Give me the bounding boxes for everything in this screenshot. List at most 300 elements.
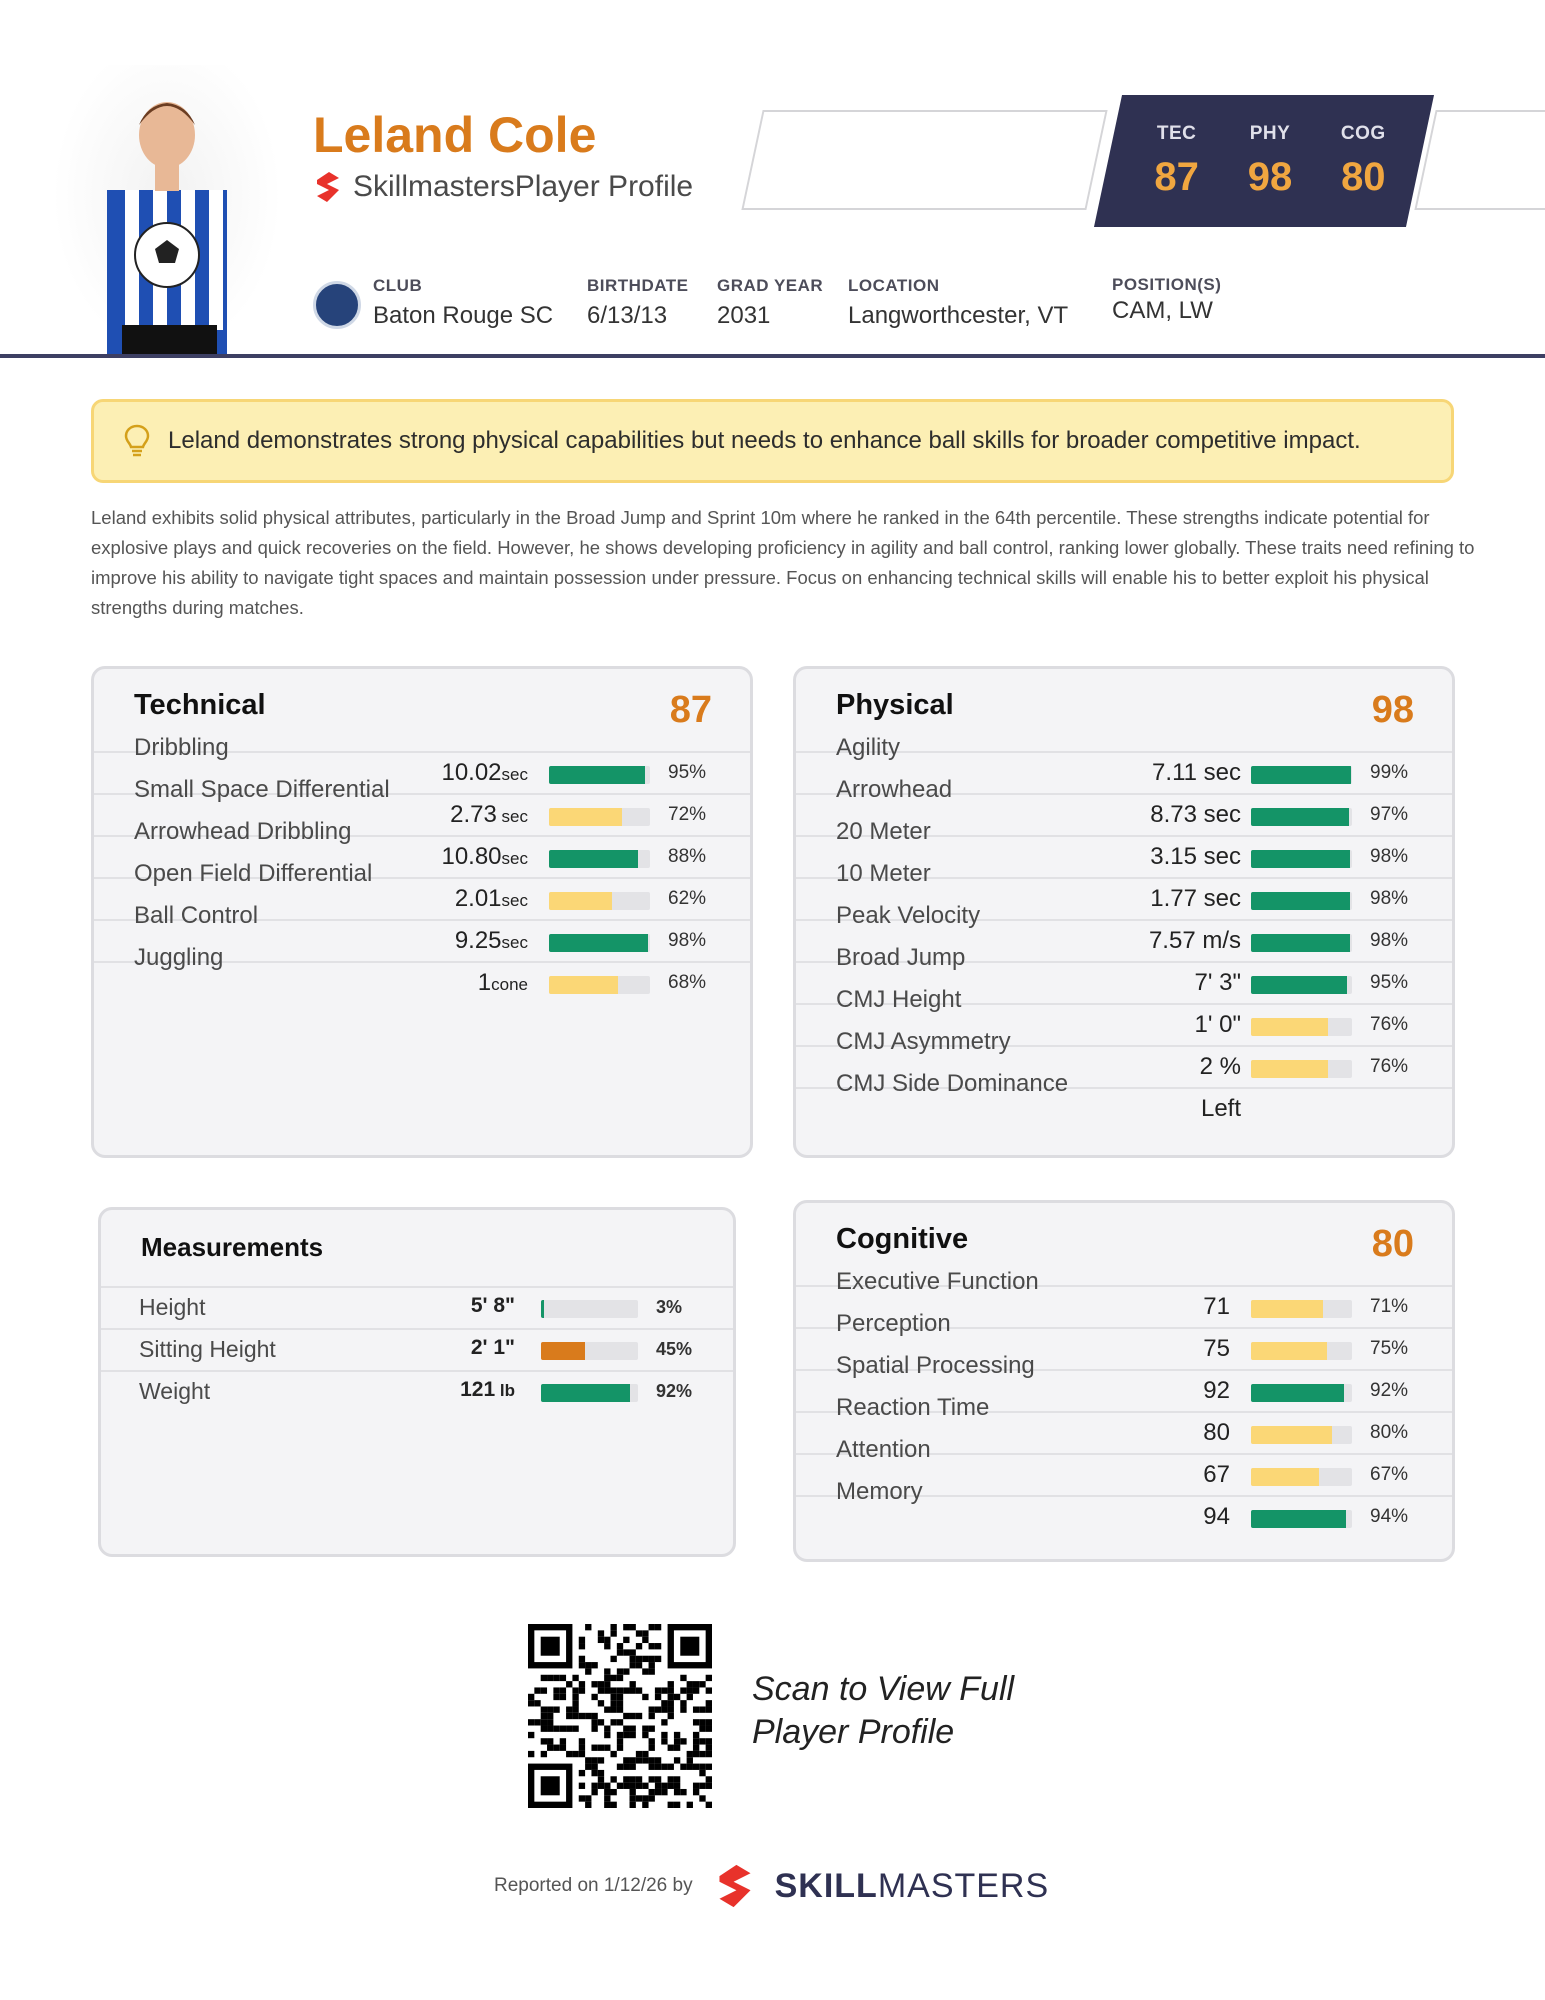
qr-module [699,1706,705,1712]
percentile-bar [1251,934,1352,952]
qr-module [636,1662,642,1668]
percentile-bar-fill [549,808,622,826]
qr-module [649,1668,655,1674]
qr-module [636,1776,642,1782]
metric-unit: sec [501,765,528,784]
score-cog [1328,123,1398,200]
qr-module [604,1802,610,1808]
qr-caption [752,1668,1014,1754]
metric-value [441,759,528,787]
qr-module [604,1789,610,1795]
percentile-bar-fill [1251,1510,1346,1528]
metric-name: 10 Meter [836,860,931,887]
decorative-panel-right [1414,110,1545,210]
qr-module [630,1764,636,1770]
metric-name: 20 Meter [836,818,931,845]
qr-module [649,1726,655,1732]
metric-unit: cone [491,975,528,994]
percentile-label: 94% [1370,1506,1409,1527]
card-score: 80 [1371,1223,1414,1265]
qr-module [591,1770,597,1776]
qr-module [706,1764,712,1770]
qr-module [706,1751,712,1757]
qr-module [706,1802,712,1808]
qr-module [699,1751,705,1757]
player-name: Leland Cole [313,107,597,163]
brand-rest: MASTERS [877,1866,1050,1905]
lightbulb-icon [122,423,152,459]
metric-number: 10.80 [441,843,502,870]
qr-module [706,1719,712,1725]
metric-unit: sec [496,807,528,826]
metric-value [1203,1419,1230,1447]
qr-module [674,1694,680,1700]
qr-module [610,1694,616,1700]
qr-module [585,1764,591,1770]
metric-name: CMJ Asymmetry [836,1028,1011,1055]
metric-name: Ball Control [134,902,259,929]
qr-module [630,1649,636,1655]
qr-module [604,1783,610,1789]
qr-module [566,1713,572,1719]
qr-module [547,1745,553,1751]
qr-module [579,1656,585,1662]
qr-module [642,1732,648,1738]
percentile-label: 72% [668,804,707,825]
qr-module [598,1700,604,1706]
qr-module [547,1738,553,1744]
percentile-bar [1251,808,1352,826]
qr-module [668,1681,674,1687]
percentile-bar [1251,1468,1352,1486]
qr-module [585,1662,591,1668]
percentile-bar [1251,1342,1352,1360]
qr-module [649,1764,655,1770]
qr-module [617,1706,623,1712]
qr-module [655,1764,661,1770]
percentile-bar [541,1384,638,1402]
qr-module [630,1789,636,1795]
percentile-bar-fill [1251,892,1350,910]
qr-module [699,1764,705,1770]
qr-module [579,1643,585,1649]
player-photo [52,65,282,355]
qr-module [693,1764,699,1770]
metric-number: 2.73 [450,801,497,828]
qr-module [649,1713,655,1719]
metric-number: 121 [460,1378,496,1401]
metric-unit: lb [495,1381,515,1400]
metric-value [450,801,528,829]
qr-module [528,1719,534,1725]
qr-module [560,1694,566,1700]
qr-module [636,1643,642,1649]
insight-callout [91,399,1454,483]
qr-module [534,1700,540,1706]
qr-module [604,1687,610,1693]
qr-module [604,1675,610,1681]
metric-value [1150,801,1241,829]
qr-module [617,1694,623,1700]
metric-number: 1 [477,969,492,996]
qr-module [655,1706,661,1712]
metric-name: Agility [836,734,901,761]
percentile-label: 80% [1370,1422,1409,1443]
percentile-bar [549,808,650,826]
metric-name: Arrowhead [836,776,953,803]
qr-module [661,1738,667,1744]
qr-module [623,1764,629,1770]
qr-module [553,1745,559,1751]
qr-module [680,1738,686,1744]
cognitive-card [793,1200,1455,1562]
percentile-bar [549,934,650,952]
percentile-bar [1251,976,1352,994]
qr-module [661,1700,667,1706]
brand-wordmark [775,1867,1050,1906]
qr-module [693,1706,699,1712]
qr-module [636,1783,642,1789]
metric-value [460,1378,515,1402]
score-value: 98 [1247,154,1293,199]
metric-value [1195,1011,1241,1039]
metric-name: CMJ Side Dominance [836,1070,1069,1097]
profile-subtitle [313,170,693,204]
percentile-bar [1251,1018,1352,1036]
info-positions [1112,275,1221,325]
percentile-label: 3% [656,1297,683,1317]
metric-value [471,1336,515,1360]
qr-module [598,1783,604,1789]
qr-module [541,1719,547,1725]
qr-module [541,1751,547,1757]
qr-module [630,1624,636,1630]
qr-module [687,1764,693,1770]
metric-value [455,885,528,913]
qr-module [668,1783,674,1789]
percentile-label: 98% [1370,846,1409,867]
qr-module [623,1783,629,1789]
metric-value [1203,1461,1230,1489]
metric-number: 3.15 sec [1150,843,1241,870]
qr-module [674,1732,680,1738]
info-label: GRAD YEAR [717,276,824,295]
qr-module [668,1687,674,1693]
metric-number: 2' 1" [470,1336,515,1359]
qr-module [585,1624,591,1630]
qr-module [534,1719,540,1725]
qr-module [693,1783,699,1789]
percentile-label: 62% [668,888,707,909]
qr-module [579,1681,585,1687]
qr-module [661,1687,667,1693]
qr-module [661,1732,667,1738]
qr-module [560,1745,566,1751]
qr-module [553,1687,559,1693]
qr-module [604,1668,610,1674]
percentile-bar-fill [1251,850,1350,868]
qr-module [636,1713,642,1719]
qr-module [598,1630,604,1636]
qr-module [706,1675,712,1681]
qr-module [579,1795,585,1801]
qr-module [642,1630,648,1636]
qr-module [617,1732,623,1738]
percentile-bar-fill [1251,1060,1328,1078]
metric-name: Spatial Processing [836,1352,1035,1379]
qr-module [649,1706,655,1712]
qr-module [566,1726,572,1732]
qr-module [655,1656,661,1662]
qr-module [591,1681,597,1687]
metric-value [478,969,528,997]
qr-module [585,1802,591,1808]
percentile-label: 71% [1370,1296,1409,1317]
qr-module [604,1643,610,1649]
qr-module [668,1706,674,1712]
qr-module [579,1713,585,1719]
qr-module [598,1770,604,1776]
qr-module [610,1687,616,1693]
profile-subtitle-text: SkillmastersPlayer Profile [353,170,694,203]
card-title: Cognitive [836,1223,969,1255]
qr-module [693,1681,699,1687]
qr-module [610,1751,616,1757]
qr-module [604,1637,610,1643]
qr-module [617,1745,623,1751]
qr-module [642,1694,648,1700]
metric-number: 7' 3" [1194,969,1241,996]
percentile-label: 45% [656,1339,693,1359]
metric-number: 9.25 [454,927,502,954]
metric-value [1201,1095,1241,1123]
qr-module [706,1726,712,1732]
metric-number: 8.73 sec [1150,801,1241,828]
qr-module [623,1713,629,1719]
percentile-bar [1251,766,1352,784]
header-divider [0,354,1545,358]
row-divider [101,1370,733,1372]
qr-module [693,1745,699,1751]
qr-module [630,1776,636,1782]
qr-module [706,1687,712,1693]
qr-module [617,1700,623,1706]
percentile-bar-fill [1251,1426,1332,1444]
qr-module [649,1656,655,1662]
info-value: Baton Rouge SC [373,302,554,329]
qr-module [623,1637,629,1643]
qr-module [591,1694,597,1700]
qr-module [528,1694,534,1700]
qr-module [649,1745,655,1751]
qr-module [617,1687,623,1693]
qr-module [591,1789,597,1795]
qr-module [680,1675,686,1681]
metric-name: Reaction Time [836,1394,990,1421]
metric-value [1150,843,1241,871]
metric-value [1149,927,1241,955]
qr-module [636,1687,642,1693]
qr-module [680,1789,686,1795]
qr-module [661,1719,667,1725]
metric-value [455,927,528,955]
info-value: CAM, LW [1112,297,1213,324]
metric-name: Broad Jump [836,944,966,971]
qr-module [566,1706,572,1712]
qr-module [598,1681,604,1687]
info-grad-year [717,276,823,330]
score-label: TEC [1156,122,1197,144]
metric-unit: sec [501,891,528,910]
qr-module [572,1675,578,1681]
qr-module [572,1706,578,1712]
qr-module [598,1776,604,1782]
percentile-bar [1251,1510,1352,1528]
qr-module [687,1802,693,1808]
qr-module [668,1764,674,1770]
metric-number: 2 % [1199,1053,1241,1080]
qr-module [636,1630,642,1636]
percentile-bar [549,892,650,910]
qr-module [661,1783,667,1789]
qr-module [623,1757,629,1763]
qr-module [642,1668,648,1674]
card-title: Technical [134,689,266,721]
qr-module [623,1732,629,1738]
qr-module [699,1783,705,1789]
qr-module [699,1795,705,1801]
metric-value [1203,1293,1230,1321]
percentile-bar [1251,850,1352,868]
qr-module [610,1719,616,1725]
percentile-bar-fill [549,934,648,952]
qr-module [553,1706,559,1712]
qr-module [630,1732,636,1738]
qr-module [553,1694,559,1700]
qr-module [655,1624,661,1630]
qr-module [699,1726,705,1732]
qr-module [687,1694,693,1700]
qr-module [706,1700,712,1706]
percentile-label: 76% [1370,1056,1409,1077]
qr-module [630,1687,636,1693]
qr-module [699,1770,705,1776]
qr-module [630,1656,636,1662]
qr-module [617,1675,623,1681]
qr-caption-line: Player Profile [752,1713,955,1751]
qr-module [541,1738,547,1744]
qr-code[interactable] [528,1624,712,1808]
qr-module [579,1637,585,1643]
percentile-bar [1251,1300,1352,1318]
skillmasters-logo-icon [313,170,343,204]
qr-module [572,1687,578,1693]
info-label: BIRTHDATE [587,276,689,295]
qr-module [680,1700,686,1706]
qr-module [636,1757,642,1763]
metric-number: Left [1200,1095,1241,1122]
qr-module [693,1732,699,1738]
score-summary [1130,95,1410,227]
qr-module [541,1675,547,1681]
qr-module [579,1738,585,1744]
percentile-bar [1251,1060,1352,1078]
percentile-bar-fill [541,1300,544,1318]
percentile-bar [549,850,650,868]
qr-module [668,1802,674,1808]
percentile-label: 68% [668,972,707,993]
qr-module [630,1802,636,1808]
brand-bold: SKILL [774,1866,878,1905]
qr-module [534,1687,540,1693]
percentile-label: 92% [1370,1380,1409,1401]
qr-module [617,1649,623,1655]
qr-module [649,1776,655,1782]
qr-module [553,1675,559,1681]
qr-module [591,1662,597,1668]
qr-module [610,1675,616,1681]
metric-name: Arrowhead Dribbling [134,818,352,845]
card-score: 98 [1371,689,1414,731]
metric-number: 1' 0" [1194,1011,1241,1038]
qr-module [706,1738,712,1744]
percentile-bar [1251,1384,1352,1402]
card-title: Measurements [141,1232,324,1262]
percentile-bar-fill [549,976,618,994]
percentile-bar-fill [1251,1342,1327,1360]
metric-number: 7.11 sec [1152,759,1241,786]
qr-module [553,1726,559,1732]
percentile-label: 95% [1370,972,1409,993]
qr-module [687,1687,693,1693]
qr-module [699,1681,705,1687]
metric-name: Perception [836,1310,951,1337]
percentile-label: 88% [668,846,707,867]
qr-module [661,1764,667,1770]
metric-name: Sitting Height [139,1336,276,1362]
qr-module [617,1719,623,1725]
metric-name: Peak Velocity [836,902,981,929]
metric-name: Memory [836,1478,923,1505]
qr-module [630,1713,636,1719]
qr-module [560,1675,566,1681]
qr-module [693,1751,699,1757]
qr-module [630,1662,636,1668]
qr-module [598,1719,604,1725]
qr-module [642,1795,648,1801]
qr-module [649,1624,655,1630]
qr-module [674,1802,680,1808]
metric-value [441,843,528,871]
percentile-bar-fill [1251,766,1351,784]
qr-module [680,1706,686,1712]
metric-value [1203,1335,1230,1363]
percentile-label: 76% [1370,1014,1409,1035]
percentile-bar-fill [541,1342,585,1360]
percentile-bar-fill [1251,1018,1328,1036]
metric-number: 92 [1203,1377,1230,1404]
qr-module [528,1751,534,1757]
qr-module [585,1668,591,1674]
qr-module [585,1795,591,1801]
qr-module [585,1713,591,1719]
qr-module [598,1687,604,1693]
qr-module [630,1795,636,1801]
qr-module [642,1783,648,1789]
info-label: POSITION(S) [1112,275,1222,294]
qr-module [591,1757,597,1763]
percentile-bar [541,1342,638,1360]
